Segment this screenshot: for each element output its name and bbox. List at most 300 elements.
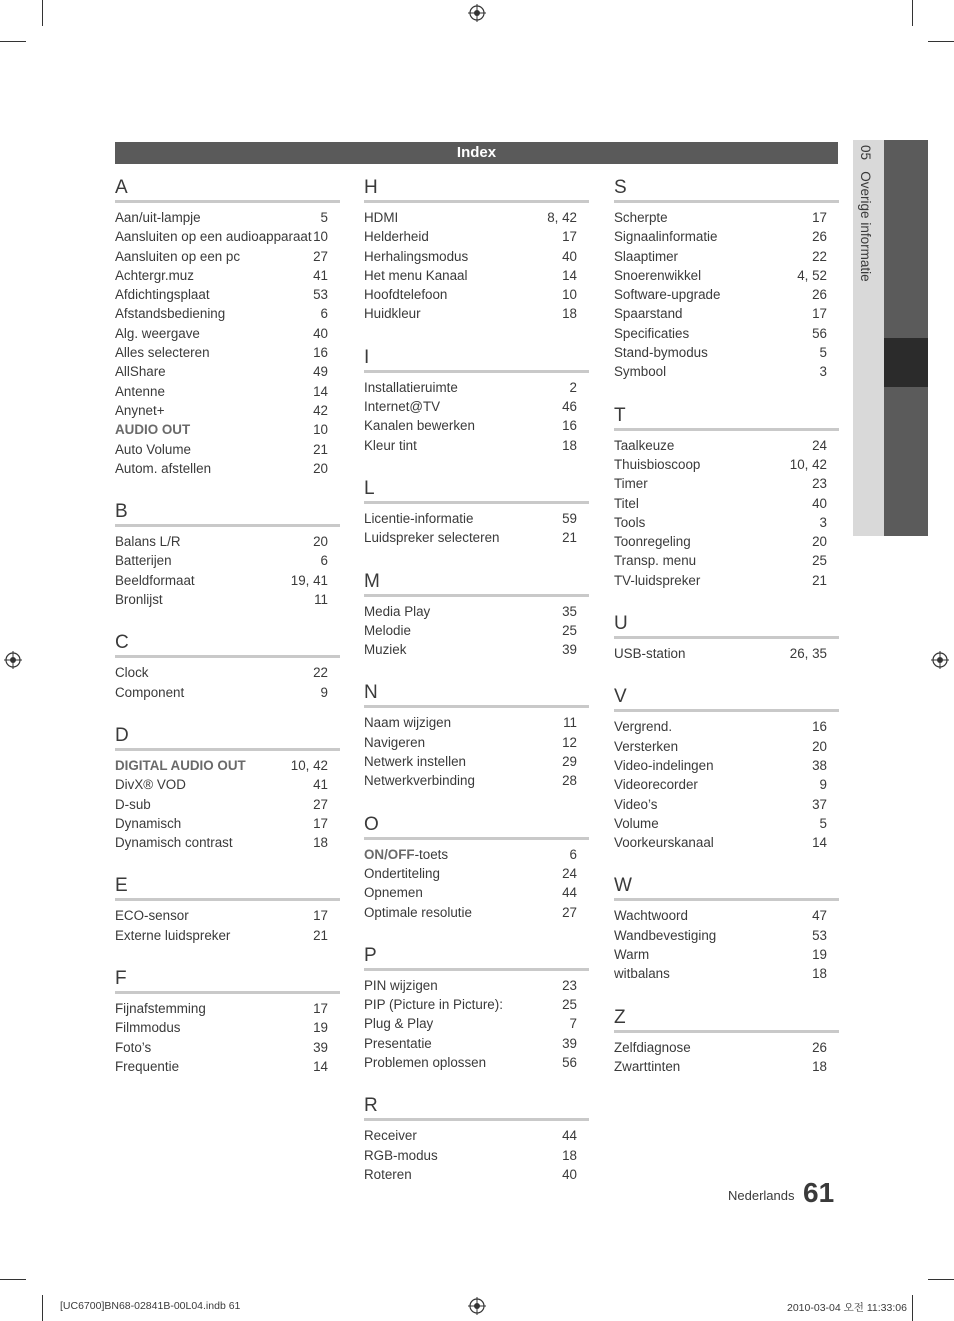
entry-term: Roteren xyxy=(364,1166,412,1182)
entry-term: Achtergr.muz xyxy=(115,267,194,283)
entry-term: Bronlijst xyxy=(115,592,163,608)
entry-term: Video-indelingen xyxy=(614,757,714,773)
entry-term: Anynet+ xyxy=(115,402,165,418)
index-entry xyxy=(115,343,340,362)
entry-term: Videorecorder xyxy=(614,777,698,793)
entry-term: Licentie-informatie xyxy=(364,510,474,526)
entry-pages: 19 xyxy=(313,1020,328,1036)
entry-pages: 10, 42 xyxy=(789,456,827,472)
entry-term: Antenne xyxy=(115,383,165,399)
entry-pages: 18 xyxy=(812,1058,827,1074)
index-entry xyxy=(115,532,340,551)
index-entry xyxy=(364,640,589,659)
index-entry xyxy=(614,436,839,455)
entry-pages: 18 xyxy=(562,437,577,453)
index-entry xyxy=(115,1038,340,1057)
index-column-1 xyxy=(115,176,340,1098)
index-section-t xyxy=(614,404,839,590)
section-letter: D xyxy=(115,724,129,746)
entry-pages: 26, 35 xyxy=(789,646,827,662)
index-section-h xyxy=(364,176,589,324)
index-entry xyxy=(614,906,839,925)
index-entry xyxy=(614,513,839,532)
entry-term: Media Play xyxy=(364,603,431,619)
entry-term: DivX® VOD xyxy=(115,777,186,793)
entry-pages: 24 xyxy=(562,865,577,881)
entry-term: Snoerenwikkel xyxy=(614,267,702,283)
entry-term: Stand-bymodus xyxy=(614,345,708,361)
index-entry xyxy=(614,1057,839,1076)
section-letter: B xyxy=(115,501,128,523)
section-divider xyxy=(364,594,589,597)
entry-term: D-sub xyxy=(115,796,151,812)
crop-mark xyxy=(928,41,954,42)
index-entry xyxy=(364,266,589,285)
entry-pages: 9 xyxy=(819,777,827,793)
entry-term: Fijnafstemming xyxy=(115,1001,206,1017)
index-entry xyxy=(115,247,340,266)
entry-term: Luidspreker selecteren xyxy=(364,530,500,546)
entry-pages: 41 xyxy=(313,267,328,283)
entry-term: DIGITAL AUDIO OUT xyxy=(115,757,246,773)
section-letter: Z xyxy=(614,1006,626,1028)
index-entry xyxy=(614,551,839,570)
registration-mark-icon xyxy=(931,651,949,669)
index-entry xyxy=(614,756,839,775)
entry-pages: 16 xyxy=(313,345,328,361)
entry-term: Warm xyxy=(614,947,650,963)
index-section-i xyxy=(364,346,589,455)
entry-pages: 18 xyxy=(562,306,577,322)
entry-pages: 14 xyxy=(562,267,577,283)
entry-pages: 25 xyxy=(562,997,577,1013)
section-divider xyxy=(115,991,340,994)
entry-term: Voorkeurskanaal xyxy=(614,835,714,851)
chapter-label xyxy=(858,145,873,282)
entry-term: Tools xyxy=(614,514,646,530)
entry-term: Dynamisch xyxy=(115,815,182,831)
index-entry xyxy=(614,455,839,474)
crop-mark xyxy=(928,1279,954,1280)
crop-mark xyxy=(0,1279,26,1280)
section-letter: M xyxy=(364,570,380,592)
entry-term: Video’s xyxy=(614,796,658,812)
index-entry xyxy=(115,833,340,852)
index-entry xyxy=(614,285,839,304)
slug-datetime: 2010-03-04 오전 11:33:06 xyxy=(787,1302,907,1314)
registration-mark-icon xyxy=(468,4,486,22)
crop-mark xyxy=(912,1295,913,1321)
entry-pages: 14 xyxy=(313,1058,328,1074)
entry-term: Foto’s xyxy=(115,1039,152,1055)
entry-term: Wandbevestiging xyxy=(614,927,717,943)
entry-term: TV-luidspreker xyxy=(614,572,701,588)
index-entry xyxy=(364,1126,589,1145)
entry-pages: 6 xyxy=(320,306,328,322)
entry-term: Transp. menu xyxy=(614,553,697,569)
section-divider xyxy=(115,748,340,751)
entry-pages: 20 xyxy=(313,534,328,550)
entry-pages: 24 xyxy=(812,437,827,453)
index-entry xyxy=(614,532,839,551)
section-divider xyxy=(614,428,839,431)
entry-term: Receiver xyxy=(364,1128,417,1144)
entry-pages: 23 xyxy=(812,476,827,492)
section-divider xyxy=(614,1030,839,1033)
registration-mark-icon xyxy=(4,651,22,669)
index-entry xyxy=(364,733,589,752)
index-entry xyxy=(614,1038,839,1057)
entry-pages: 25 xyxy=(812,553,827,569)
index-entry xyxy=(364,864,589,883)
index-section-c xyxy=(115,631,340,702)
entry-term: Timer xyxy=(614,476,648,492)
entry-pages: 18 xyxy=(812,966,827,982)
entry-term: Specificaties xyxy=(614,325,690,341)
entry-pages: 19, 41 xyxy=(290,572,328,588)
section-letter: V xyxy=(614,686,627,708)
entry-pages: 21 xyxy=(313,927,328,943)
section-divider xyxy=(115,200,340,203)
entry-pages: 19 xyxy=(812,947,827,963)
entry-pages: 7 xyxy=(569,1016,577,1032)
entry-pages: 11 xyxy=(563,715,577,731)
entry-term: Versterken xyxy=(614,738,679,754)
index-entry xyxy=(364,621,589,640)
section-letter: A xyxy=(115,177,128,198)
entry-pages: 14 xyxy=(812,835,827,851)
entry-pages: 17 xyxy=(562,229,577,245)
entry-term: Batterijen xyxy=(115,553,172,569)
index-entry xyxy=(115,285,340,304)
entry-pages: 6 xyxy=(320,553,328,569)
section-letter: F xyxy=(115,968,127,990)
entry-pages: 25 xyxy=(562,622,577,638)
index-entry xyxy=(364,528,589,547)
index-entry xyxy=(115,571,340,590)
section-letter: O xyxy=(364,813,379,835)
entry-term: Problemen oplossen xyxy=(364,1055,487,1071)
index-entry xyxy=(364,304,589,323)
section-divider xyxy=(614,898,839,901)
entry-pages: 26 xyxy=(812,1039,827,1055)
chapter-number: 05 xyxy=(858,145,873,161)
section-letter: L xyxy=(364,477,375,499)
index-entry xyxy=(614,644,839,663)
entry-pages: 28 xyxy=(562,773,577,789)
entry-pages: 23 xyxy=(562,977,577,993)
entry-term: Opnemen xyxy=(364,885,423,901)
entry-pages: 17 xyxy=(313,815,328,831)
entry-pages: 16 xyxy=(812,719,827,735)
entry-term: Beeldformaat xyxy=(115,572,195,588)
entry-term: Filmmodus xyxy=(115,1020,181,1036)
index-entry xyxy=(115,208,340,227)
slug-file: [UC6700]BN68-02841B-00L04.indb 61 xyxy=(60,1300,241,1312)
entry-pages: 5 xyxy=(819,815,827,831)
section-letter: P xyxy=(364,944,377,966)
index-entry xyxy=(614,795,839,814)
entry-term: Helderheid xyxy=(364,229,429,245)
index-entry xyxy=(614,775,839,794)
index-entry xyxy=(115,266,340,285)
index-entry xyxy=(115,926,340,945)
entry-pages: 18 xyxy=(313,835,328,851)
entry-term: Navigeren xyxy=(364,734,426,750)
entry-pages: 37 xyxy=(812,796,827,812)
entry-term: Component xyxy=(115,684,185,700)
entry-pages: 39 xyxy=(562,642,577,658)
entry-pages: 12 xyxy=(562,734,577,750)
entry-pages: 27 xyxy=(313,248,328,264)
section-divider xyxy=(115,655,340,658)
index-entry xyxy=(364,845,589,864)
entry-pages: 17 xyxy=(812,210,827,225)
section-divider xyxy=(614,636,839,639)
index-entry xyxy=(115,795,340,814)
entry-pages: 53 xyxy=(313,287,328,303)
entry-term: Volume xyxy=(614,815,659,831)
section-divider xyxy=(364,501,589,504)
entry-term: PIN wijzigen xyxy=(364,977,438,993)
section-divider xyxy=(364,1118,589,1121)
entry-pages: 21 xyxy=(313,441,328,457)
entry-pages: 44 xyxy=(562,885,577,901)
entry-pages: 59 xyxy=(562,510,577,526)
index-section-z xyxy=(614,1006,839,1077)
index-entry xyxy=(364,285,589,304)
index-section-v xyxy=(614,685,839,852)
entry-pages: 44 xyxy=(562,1128,577,1144)
index-entry xyxy=(614,362,839,381)
footer-language: Nederlands xyxy=(728,1188,795,1203)
section-divider xyxy=(364,200,589,203)
entry-pages: 40 xyxy=(812,495,827,511)
entry-term: Alles selecteren xyxy=(115,345,210,361)
entry-term: RGB-modus xyxy=(364,1147,438,1163)
entry-term: PIP (Picture in Picture): xyxy=(364,997,503,1013)
index-entry xyxy=(614,474,839,493)
index-entry xyxy=(614,494,839,513)
index-entry xyxy=(364,995,589,1014)
entry-term: Hoofdtelefoon xyxy=(364,287,448,303)
section-letter: R xyxy=(364,1095,378,1117)
entry-term: Signaalinformatie xyxy=(614,229,718,245)
entry-term: Dynamisch contrast xyxy=(115,835,233,851)
entry-pages: 17 xyxy=(313,1001,328,1017)
index-entry xyxy=(115,1018,340,1037)
entry-term: Software-upgrade xyxy=(614,287,721,303)
index-title: Index xyxy=(115,142,838,164)
entry-pages: 53 xyxy=(812,927,827,943)
entry-term: Aan/uit-lampje xyxy=(115,210,201,225)
entry-pages: 40 xyxy=(562,1166,577,1182)
entry-pages: 56 xyxy=(562,1055,577,1071)
index-section-o xyxy=(364,813,589,922)
index-entry xyxy=(614,247,839,266)
entry-term: witbalans xyxy=(614,966,670,982)
index-entry xyxy=(115,906,340,925)
index-column-3 xyxy=(614,176,839,1098)
index-entry xyxy=(364,771,589,790)
index-entry xyxy=(614,304,839,323)
index-entry xyxy=(614,814,839,833)
entry-pages: 5 xyxy=(320,210,328,225)
index-section-u xyxy=(614,612,839,663)
section-divider xyxy=(364,968,589,971)
index-entry xyxy=(115,324,340,343)
entry-term: Naam wijzigen xyxy=(364,715,452,731)
index-entry xyxy=(614,208,839,227)
entry-pages: 39 xyxy=(562,1035,577,1051)
entry-term: Vergrend. xyxy=(614,719,673,735)
entry-pages: 35 xyxy=(562,603,577,619)
entry-term: Clock xyxy=(115,665,149,681)
index-entry xyxy=(115,683,340,702)
entry-term: USB-station xyxy=(614,646,686,662)
index-entry xyxy=(115,999,340,1018)
index-entry xyxy=(614,571,839,590)
crop-mark xyxy=(0,41,26,42)
crop-mark xyxy=(42,1295,43,1321)
entry-pages: 22 xyxy=(812,248,827,264)
index-entry xyxy=(364,247,589,266)
index-entry xyxy=(115,756,340,775)
entry-pages: 10, 42 xyxy=(290,757,328,773)
index-entry xyxy=(115,304,340,323)
index-entry xyxy=(115,775,340,794)
index-section-s xyxy=(614,176,839,382)
index-entry xyxy=(115,362,340,381)
index-entry xyxy=(364,602,589,621)
entry-pages: 47 xyxy=(812,908,827,924)
entry-pages: 40 xyxy=(313,325,328,341)
section-divider xyxy=(364,705,589,708)
index-entry xyxy=(614,324,839,343)
index-entry xyxy=(364,1014,589,1033)
crop-mark xyxy=(912,0,913,26)
entry-term: Alg. weergave xyxy=(115,325,200,341)
entry-term: Netwerk instellen xyxy=(364,754,466,770)
entry-term: Afstandsbediening xyxy=(115,306,226,322)
entry-term: AllShare xyxy=(115,364,166,380)
entry-pages: 3 xyxy=(819,514,827,530)
section-letter: E xyxy=(115,875,128,897)
index-entry xyxy=(115,440,340,459)
entry-term: ECO-sensor xyxy=(115,908,189,924)
entry-pages: 17 xyxy=(313,908,328,924)
entry-pages: 20 xyxy=(812,534,827,550)
index-entry xyxy=(614,227,839,246)
entry-pages: 5 xyxy=(819,345,827,361)
entry-term: Presentatie xyxy=(364,1035,432,1051)
entry-pages: 4, 52 xyxy=(797,267,827,283)
crop-mark xyxy=(42,0,43,26)
entry-pages: 40 xyxy=(562,248,577,264)
index-section-a xyxy=(115,176,340,478)
entry-pages: 41 xyxy=(313,777,328,793)
entry-pages: 27 xyxy=(313,796,328,812)
index-section-r xyxy=(364,1094,589,1184)
entry-term: Taalkeuze xyxy=(614,437,675,453)
index-entry xyxy=(364,416,589,435)
entry-term: Kleur tint xyxy=(364,437,417,453)
chapter-tab-marker xyxy=(884,338,928,387)
entry-pages: 6 xyxy=(569,846,577,862)
entry-pages: 46 xyxy=(562,399,577,415)
entry-term: HDMI xyxy=(364,210,399,225)
index-entry xyxy=(614,833,839,852)
index-entry xyxy=(115,814,340,833)
entry-pages: 42 xyxy=(313,402,328,418)
index-entry xyxy=(364,903,589,922)
section-divider xyxy=(614,709,839,712)
entry-pages: 21 xyxy=(562,530,577,546)
index-entry xyxy=(364,883,589,902)
entry-term: Plug & Play xyxy=(364,1016,434,1032)
entry-term: Scherpte xyxy=(614,210,668,225)
entry-term: Slaaptimer xyxy=(614,248,679,264)
index-entry xyxy=(364,436,589,455)
entry-pages: 56 xyxy=(812,325,827,341)
section-divider xyxy=(364,837,589,840)
index-section-w xyxy=(614,874,839,983)
section-divider xyxy=(364,370,589,373)
entry-pages: 26 xyxy=(812,229,827,245)
entry-term: Spaarstand xyxy=(614,306,683,322)
entry-term: Autom. afstellen xyxy=(115,460,212,476)
entry-term: Auto Volume xyxy=(115,441,191,457)
index-section-l xyxy=(364,477,589,548)
entry-term: Wachtwoord xyxy=(614,908,688,924)
index-entry xyxy=(364,1165,589,1184)
index-entry xyxy=(115,459,340,478)
index-entry xyxy=(364,752,589,771)
section-letter: U xyxy=(614,613,628,635)
entry-term: Internet@TV xyxy=(364,399,441,415)
section-letter: H xyxy=(364,177,378,198)
entry-pages: 10 xyxy=(313,229,328,245)
index-entry xyxy=(364,1034,589,1053)
entry-term: Frequentie xyxy=(115,1058,180,1074)
section-letter: I xyxy=(364,346,370,368)
section-letter: W xyxy=(614,875,632,897)
registration-mark-icon xyxy=(468,1297,486,1315)
entry-pages: 2 xyxy=(569,379,577,395)
entry-term: Herhalingsmodus xyxy=(364,248,469,264)
entry-term: Externe luidspreker xyxy=(115,927,231,943)
index-entry xyxy=(364,1146,589,1165)
index-section-e xyxy=(115,874,340,945)
entry-pages: 29 xyxy=(562,754,577,770)
index-entry xyxy=(115,227,340,246)
entry-term: ON/OFF-toets xyxy=(364,846,449,862)
index-column-2 xyxy=(364,176,589,1206)
entry-term: Ondertiteling xyxy=(364,865,440,881)
index-entry xyxy=(364,976,589,995)
entry-term: Thuisbioscoop xyxy=(614,456,701,472)
entry-pages: 26 xyxy=(812,287,827,303)
entry-term: Afdichtingsplaat xyxy=(115,287,210,303)
entry-pages: 27 xyxy=(562,904,577,920)
index-section-n xyxy=(364,681,589,790)
entry-term: Zwarttinten xyxy=(614,1058,681,1074)
entry-term: Zelfdiagnose xyxy=(614,1039,691,1055)
section-divider xyxy=(614,200,839,203)
section-divider xyxy=(115,898,340,901)
chapter-title: Overige informatie xyxy=(858,171,873,282)
entry-term: Symbool xyxy=(614,364,667,380)
